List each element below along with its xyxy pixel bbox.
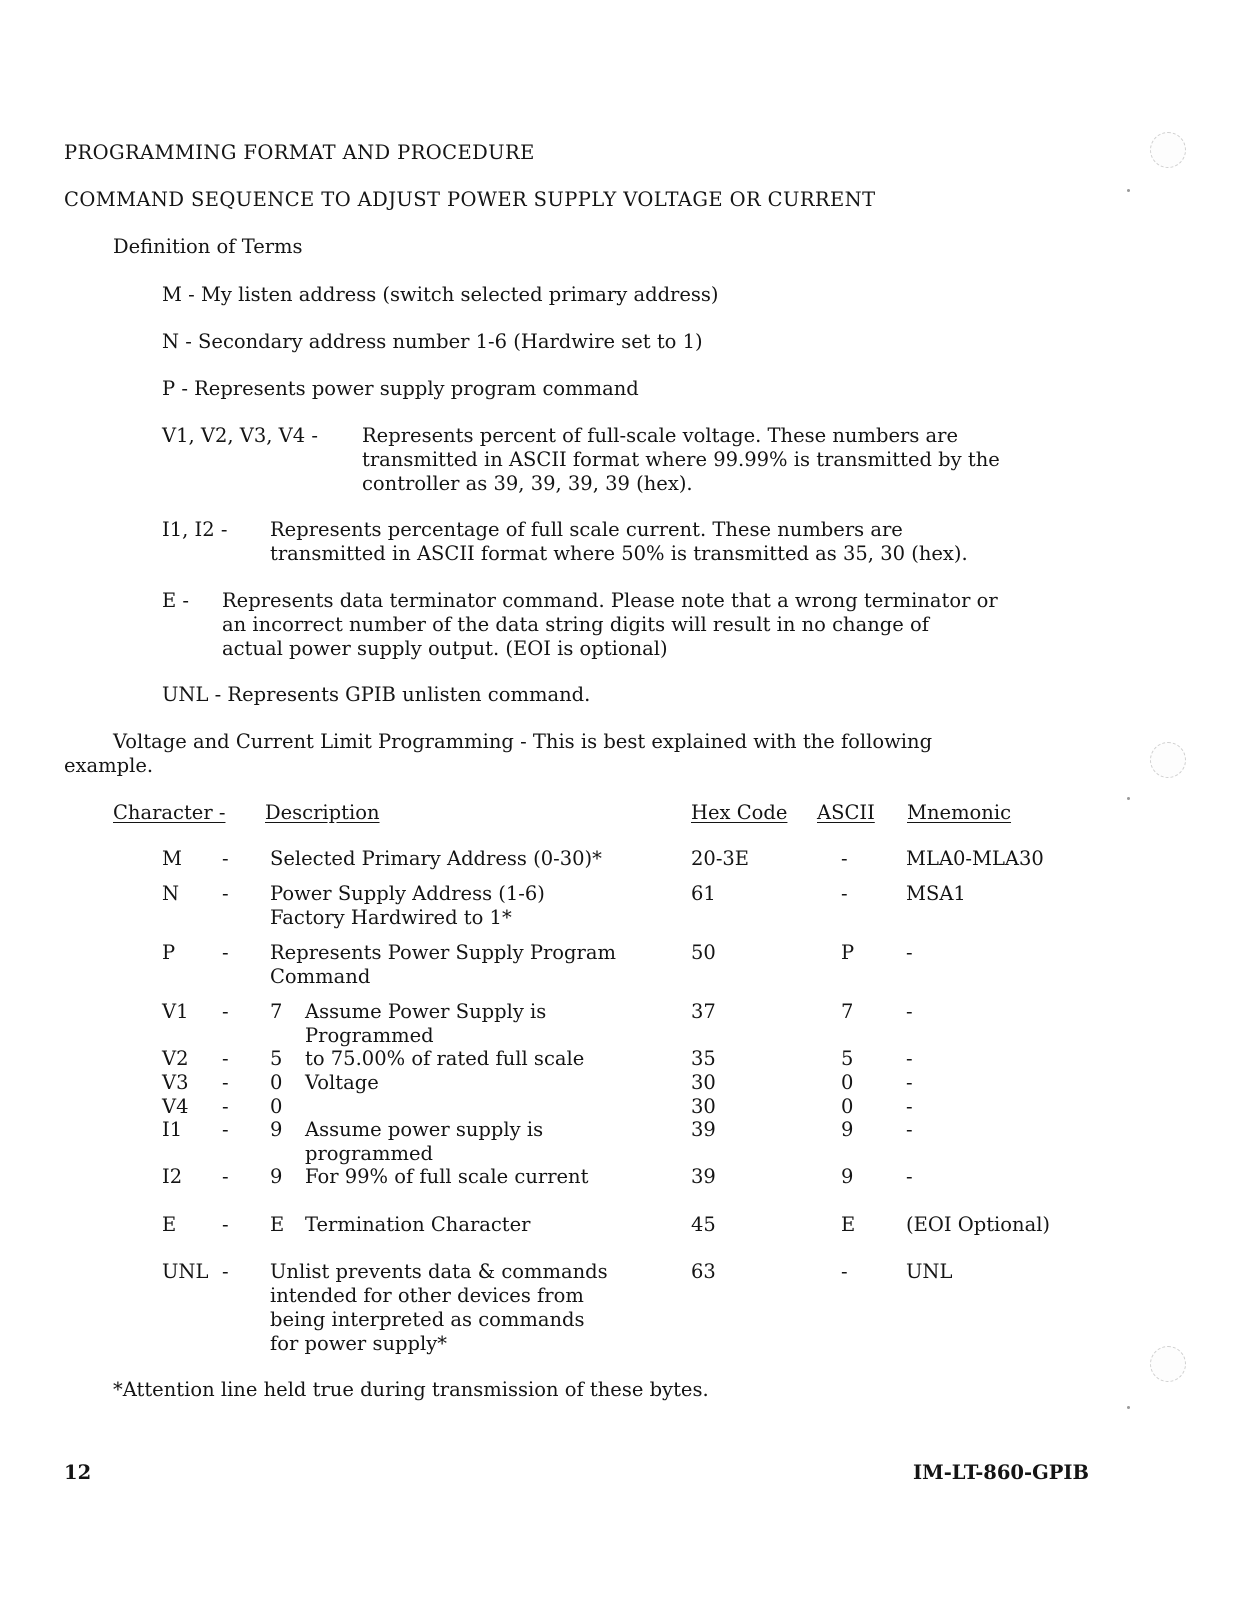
column-header-ascii: ASCII [817, 801, 875, 824]
description-line: to 75.00% of rated full scale [305, 1047, 585, 1070]
cell-dash: - [222, 882, 229, 905]
column-header-hex-code: Hex Code [691, 801, 788, 824]
footnote: *Attention line held true during transmission of these bytes. [113, 1378, 709, 1401]
cell-hex-code: 39 [691, 1118, 716, 1141]
cell-mnemonic: - [906, 1047, 913, 1070]
cell-ascii: 9 [841, 1118, 854, 1141]
cell-hex-code: 35 [691, 1047, 716, 1070]
cell-description [305, 1118, 543, 1166]
cell-digit: 0 [270, 1095, 283, 1118]
column-header-character: Character - [113, 801, 226, 824]
description-line: for power supply* [270, 1332, 447, 1355]
description-line: Command [270, 965, 371, 988]
cell-ascii: 7 [841, 1000, 854, 1023]
cell-ascii: 5 [841, 1047, 854, 1070]
cell-ascii: 0 [841, 1071, 854, 1094]
cell-hex-code: 50 [691, 941, 716, 964]
term-m: M - My listen address (switch selected primary address) [162, 283, 719, 306]
cell-description [305, 1213, 531, 1237]
cell-mnemonic: - [906, 1000, 913, 1023]
term-e-line: actual power supply output. (EOI is optional) [222, 637, 668, 660]
cell-hex-code: 39 [691, 1165, 716, 1188]
cell-ascii: 0 [841, 1095, 854, 1118]
cell-character: V1 [162, 1000, 189, 1023]
term-n: N - Secondary address number 1-6 (Hardwire set to 1) [162, 330, 703, 353]
description-line: Power Supply Address (1-6) [270, 882, 545, 905]
cell-description [305, 1165, 588, 1189]
cell-dash: - [222, 1000, 229, 1023]
cell-hex-code: 61 [691, 882, 716, 905]
cell-digit: 9 [270, 1165, 283, 1188]
cell-dash: - [222, 1095, 229, 1118]
term-i-line: transmitted in ASCII format where 50% is transmitted as 35, 30 (hex). [270, 542, 968, 565]
term-e-line: an incorrect number of the data string digits will result in no change of [222, 613, 929, 636]
description-line: For 99% of full scale current [305, 1165, 589, 1188]
cell-hex-code: 20-3E [691, 847, 750, 870]
description-line: being interpreted as commands [270, 1308, 585, 1331]
cell-ascii: 9 [841, 1165, 854, 1188]
cell-mnemonic: - [906, 1118, 913, 1141]
description-line: Represents Power Supply Program [270, 941, 616, 964]
cell-mnemonic: MSA1 [906, 882, 966, 905]
cell-hex-code: 45 [691, 1213, 716, 1236]
term-i-line: Represents percentage of full scale current. These numbers are [270, 518, 903, 541]
cell-hex-code: 30 [691, 1095, 716, 1118]
cell-dash: - [222, 1260, 229, 1283]
description-line: Selected Primary Address (0-30)* [270, 847, 602, 870]
cell-digit: 5 [270, 1047, 283, 1070]
binder-hole-middle [1150, 742, 1186, 778]
cell-mnemonic: MLA0-MLA30 [906, 847, 1044, 870]
cell-mnemonic: UNL [906, 1260, 953, 1283]
cell-description [270, 847, 602, 871]
cell-mnemonic: - [906, 1165, 913, 1188]
term-e-label: E - [162, 589, 190, 612]
cell-dash: - [222, 847, 229, 870]
cell-character: V2 [162, 1047, 189, 1070]
cell-character: E [162, 1213, 177, 1236]
cell-character: I1 [162, 1118, 183, 1141]
description-line: Assume power supply is [305, 1118, 544, 1141]
term-v-line: transmitted in ASCII format where 99.99% is transmitted by the [362, 448, 1000, 471]
section-heading: COMMAND SEQUENCE TO ADJUST POWER SUPPLY VOLTAGE OR CURRENT [64, 188, 876, 211]
cell-hex-code: 37 [691, 1000, 716, 1023]
term-e-line: Represents data terminator command. Please note that a wrong terminator or [222, 589, 998, 612]
cell-digit: E [270, 1213, 285, 1236]
description-line: Termination Character [305, 1213, 531, 1236]
cell-description [305, 1071, 379, 1095]
term-v-label: V1, V2, V3, V4 - [162, 424, 318, 447]
description-line: Factory Hardwired to 1* [270, 906, 512, 929]
term-p: P - Represents power supply program command [162, 377, 639, 400]
column-header-mnemonic: Mnemonic [907, 801, 1012, 824]
cell-dash: - [222, 1165, 229, 1188]
page-title: PROGRAMMING FORMAT AND PROCEDURE [64, 141, 535, 164]
cell-description [270, 882, 545, 930]
cell-mnemonic: (EOI Optional) [906, 1213, 1051, 1236]
cell-character: V3 [162, 1071, 189, 1094]
cell-ascii: E [841, 1213, 856, 1236]
intro-line-2: example. [64, 754, 154, 777]
speck-mark [1127, 189, 1130, 192]
document-id: IM-LT-860-GPIB [913, 1461, 1090, 1484]
cell-description [305, 1000, 546, 1048]
cell-mnemonic: - [906, 941, 913, 964]
definition-heading: Definition of Terms [113, 235, 303, 258]
cell-ascii: - [841, 1260, 848, 1283]
cell-hex-code: 30 [691, 1071, 716, 1094]
cell-dash: - [222, 1071, 229, 1094]
cell-dash: - [222, 1047, 229, 1070]
cell-mnemonic: - [906, 1071, 913, 1094]
binder-hole-bottom [1150, 1346, 1186, 1382]
description-line: intended for other devices from [270, 1284, 584, 1307]
cell-character: P [162, 941, 176, 964]
cell-ascii: - [841, 882, 848, 905]
description-line: Assume Power Supply is [305, 1000, 547, 1023]
term-i-description [270, 518, 968, 566]
term-v-line: Represents percent of full-scale voltage. These numbers are [362, 424, 959, 447]
cell-hex-code: 63 [691, 1260, 716, 1283]
description-line: Voltage [305, 1071, 379, 1094]
cell-dash: - [222, 941, 229, 964]
cell-character: V4 [162, 1095, 189, 1118]
term-v-line: controller as 39, 39, 39, 39 (hex). [362, 472, 693, 495]
speck-mark [1127, 1406, 1130, 1409]
cell-dash: - [222, 1118, 229, 1141]
cell-digit: 0 [270, 1071, 283, 1094]
cell-character: N [162, 882, 180, 905]
cell-mnemonic: - [906, 1095, 913, 1118]
term-i-label: I1, I2 - [162, 518, 228, 541]
cell-character: I2 [162, 1165, 183, 1188]
intro-line-1: Voltage and Current Limit Programming - This is best explained with the following [113, 730, 933, 753]
cell-dash: - [222, 1213, 229, 1236]
cell-ascii: P [841, 941, 855, 964]
cell-description [270, 941, 616, 989]
binder-hole-top [1150, 132, 1186, 168]
cell-description [270, 1260, 608, 1356]
column-header-description: Description [265, 801, 380, 824]
cell-description [305, 1047, 584, 1071]
cell-digit: 7 [270, 1000, 283, 1023]
cell-ascii: - [841, 847, 848, 870]
description-line: Programmed [305, 1024, 434, 1047]
cell-character: M [162, 847, 182, 870]
speck-mark [1127, 797, 1130, 800]
term-unl: UNL - Represents GPIB unlisten command. [162, 683, 591, 706]
description-line: Unlist prevents data & commands [270, 1260, 608, 1283]
cell-digit: 9 [270, 1118, 283, 1141]
cell-character: UNL [162, 1260, 209, 1283]
term-v-description [362, 424, 1000, 496]
page-number: 12 [64, 1461, 92, 1484]
term-e-description [222, 589, 998, 661]
description-line: programmed [305, 1142, 433, 1165]
